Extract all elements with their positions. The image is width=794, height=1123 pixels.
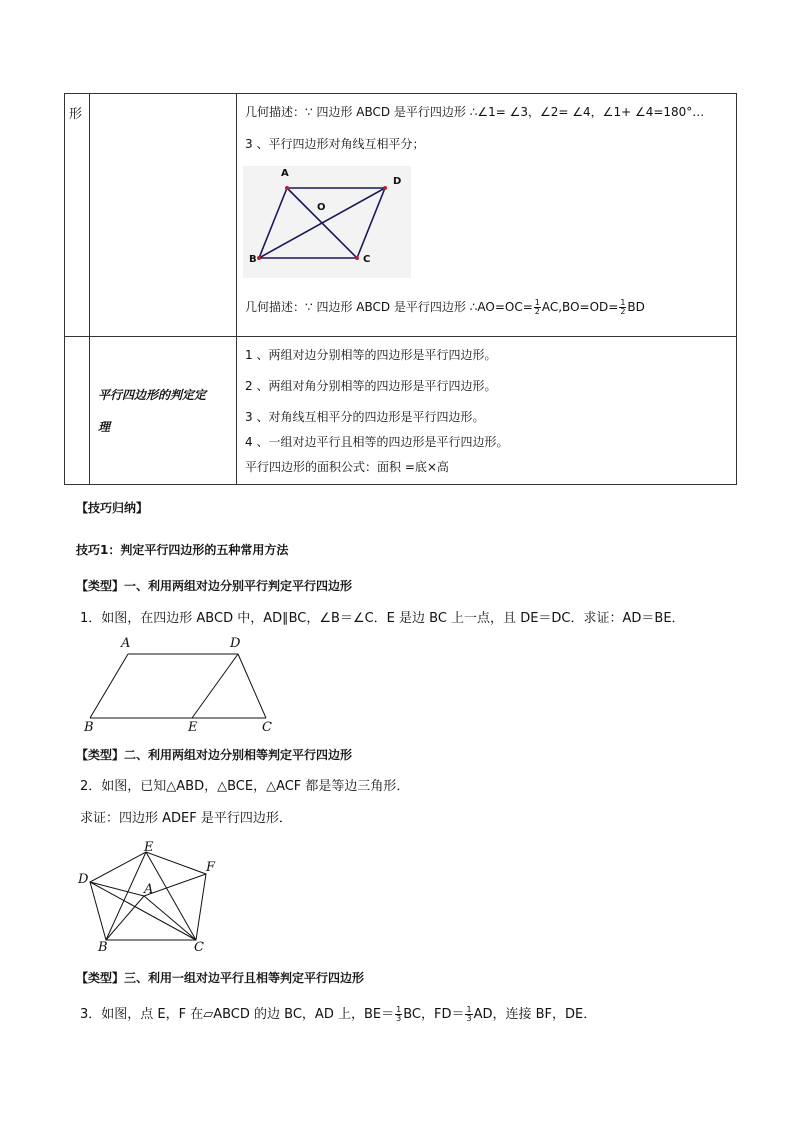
fraction-half-1 — [534, 299, 541, 316]
geometry-description-1: 几何描述：∵ 四边形 ABCD 是平行四边形 ∴∠1= ∠3，∠2= ∠4，∠1+ ∠4=180°… — [245, 105, 705, 119]
type-1-heading: 【类型】一、利用两组对边分别平行判定平行四边形 — [76, 579, 353, 593]
geometry-description-2 — [245, 299, 645, 316]
row2-title-cell — [90, 337, 237, 485]
fig-label-D: D — [393, 176, 402, 187]
fig-label-B: B — [249, 254, 257, 265]
frac-num: 1 — [534, 298, 540, 307]
fig-label-C: C — [363, 254, 371, 265]
criterion-1: 1 、两组对边分别相等的四边形是平行四边形。 — [245, 348, 497, 362]
fig2-label-E: E — [144, 840, 154, 855]
category-cell-2 — [65, 337, 90, 485]
question-1: 1．如图，在四边形 ABCD 中，AD∥BC，∠B＝∠C．E 是边 BC 上一点，且 DE＝DC．求证：AD＝BE． — [80, 611, 685, 626]
fig2-label-D: D — [78, 872, 89, 887]
q3-frac-den: 3 — [396, 1014, 402, 1023]
q3-frac-num: 1 — [396, 1005, 402, 1014]
frac-den: 2 — [620, 307, 626, 316]
q3-end: AD，连接 BF，DE． — [473, 1007, 597, 1022]
skill-1-title: 技巧1：判定平行四边形的五种常用方法 — [76, 543, 289, 557]
geo-desc-2-prefix: 几何描述：∵ 四边形 ABCD 是平行四边形 ∴AO=OC= — [245, 300, 533, 314]
fig1-label-C: C — [262, 720, 272, 735]
frac-den: 2 — [534, 307, 540, 316]
q3-prefix: 3．如图，点 E，F 在▱ABCD 的边 BC，AD 上，BE＝ — [80, 1007, 395, 1022]
fraction-third-1 — [395, 1006, 402, 1023]
question-2-line-1: 2．如图，已知△ABD，△BCE，△ACF 都是等边三角形． — [80, 779, 410, 794]
row1-title-cell — [90, 94, 237, 337]
frac-num: 1 — [620, 298, 626, 307]
fig2-label-A: A — [144, 882, 154, 897]
theorem-table — [64, 93, 737, 485]
trapezoid-diagram — [80, 636, 280, 736]
fraction-third-2 — [465, 1006, 472, 1023]
trapezoid-figure — [80, 636, 280, 736]
row2-content-cell — [237, 337, 737, 485]
geo-desc-2-end: BD — [627, 300, 645, 314]
criterion-3: 3 、对角线互相平分的四边形是平行四边形。 — [245, 410, 485, 424]
fig2-label-C: C — [194, 940, 204, 955]
row1-label: 形 — [69, 107, 83, 122]
type-2-heading: 【类型】二、利用两组对边分别相等判定平行四边形 — [76, 748, 353, 762]
criterion-2: 2 、两组对角分别相等的四边形是平行四边形。 — [245, 379, 497, 393]
area-formula: 平行四边形的面积公式：面积 =底×高 — [245, 460, 449, 474]
fig-label-A: A — [281, 168, 289, 179]
q3-frac-den: 3 — [466, 1014, 472, 1023]
fraction-half-2 — [619, 299, 626, 316]
question-2-line-2: 求证：四边形 ADEF 是平行四边形． — [80, 811, 292, 826]
fig1-label-E: E — [188, 720, 198, 735]
fig1-label-A: A — [121, 636, 131, 651]
question-3 — [80, 1006, 596, 1024]
fig2-label-B: B — [98, 940, 108, 955]
skills-heading: 【技巧归纳】 — [76, 501, 149, 515]
fig1-label-D: D — [230, 636, 241, 651]
row1-content-cell — [237, 94, 737, 337]
category-cell — [65, 94, 90, 337]
triangles-figure — [76, 838, 226, 958]
parallelogram-figure — [243, 166, 411, 278]
fig-label-O: O — [317, 202, 326, 213]
fig2-label-F: F — [206, 860, 216, 875]
q3-mid: BC，FD＝ — [403, 1007, 465, 1022]
property-3: 3 、平行四边形对角线互相平分； — [245, 137, 425, 151]
q3-frac-num: 1 — [466, 1005, 472, 1014]
fig1-label-B: B — [84, 720, 94, 735]
geo-desc-2-mid: AC,BO=OD= — [541, 300, 619, 314]
criteria-title-line2: 理 — [98, 420, 111, 434]
criteria-title-line1: 平行四边形的判定定 — [98, 388, 207, 402]
parallelogram-diagram — [243, 166, 411, 278]
type-3-heading: 【类型】三、利用一组对边平行且相等判定平行四边形 — [76, 971, 365, 985]
criterion-4: 4 、一组对边平行且相等的四边形是平行四边形。 — [245, 435, 509, 449]
